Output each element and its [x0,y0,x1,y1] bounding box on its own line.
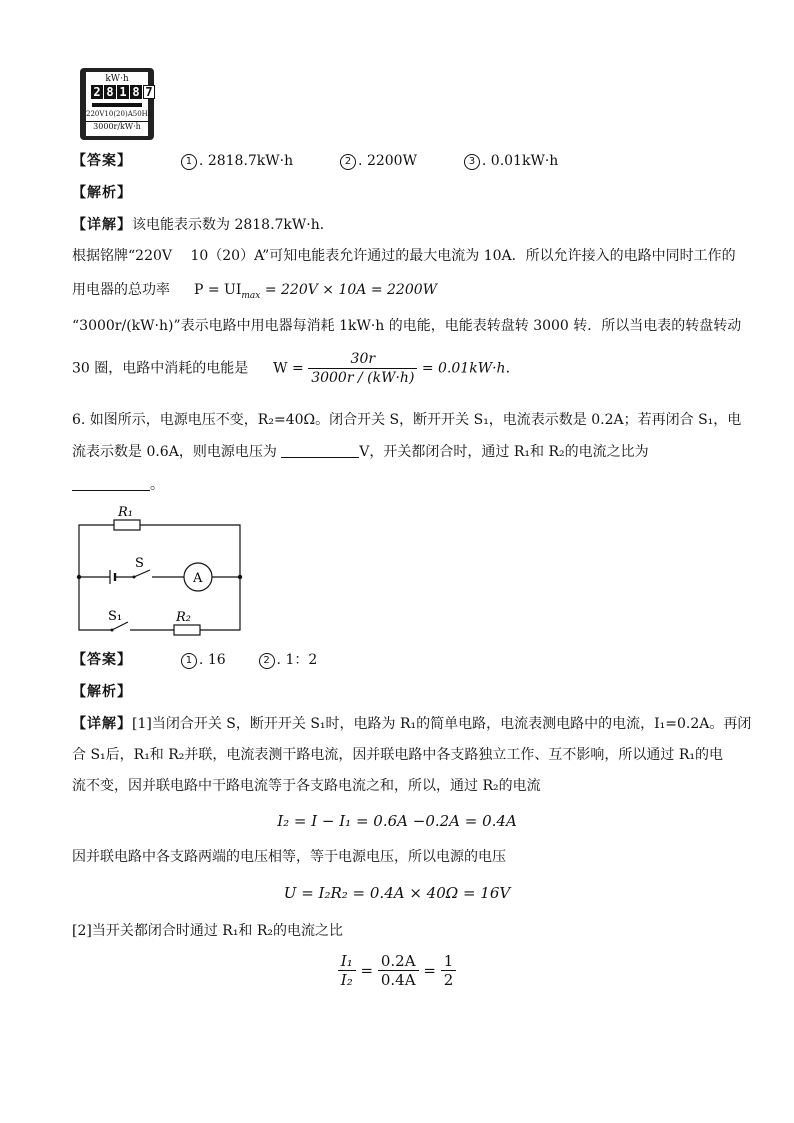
q6-stem-line-3 [72,476,164,494]
answer-tag: 【答案】 [72,652,132,668]
ratio-fraction-result [441,952,457,989]
detail-text: 30 圈，电路中消耗的电能是 [72,360,249,377]
q6-detail-line-4: 因并联电路中各支路两端的电压相等，等于电源电压，所以电源的电压 [72,849,506,865]
power-formula: P = UI [194,282,242,298]
detail-text: [1]当闭合开关 S，断开开关 S₁时，电路为 R₁的简单电路，电流表测电路中的电流，I₁=0.2A。再闭 [132,716,752,732]
detail-tag: 【详解】 [72,716,132,732]
meter-digit: 8 [130,85,142,99]
meter-digits [91,85,155,99]
stem-text: 流表示数是 0.6A，则电源电压为 [72,444,277,460]
fraction-numerator: 30r [308,350,417,369]
q6-stem-line-1: 6. 如图所示，电源电压不变，R₂=40Ω。闭合开关 S，断开开关 S₁，电流表示数是 0.2A；若再闭合 S₁，电 [72,412,742,428]
equation-i2: I₂ = I − I₁ = 0.6A −0.2A = 0.4A [277,812,517,830]
meter-digit: 1 [117,85,129,99]
meter-digit-decimal: 7 [143,85,155,99]
meter-face [86,72,153,136]
stem-text: V，开关都闭合时，通过 R₁和 R₂的电流之比为 [359,444,649,460]
label-ammeter: A [193,571,203,586]
meter-dial-bar [92,103,142,107]
q6-stem-line-2 [72,443,649,461]
q5-detail-line-3 [72,281,437,305]
label-r1: R₁ [118,505,133,520]
stem-text: 。 [150,477,164,493]
circled-number-2: 2 [340,154,356,170]
meter-unit: kW·h [105,74,129,84]
label-s1: S₁ [108,609,123,624]
answer-blank-1 [281,445,359,458]
answer-2: 2200W [366,153,417,169]
circled-number-3: 3 [464,154,480,170]
fraction-denominator: 2 [443,971,454,989]
circuit-diagram [70,500,250,640]
q5-detail-line-1 [72,216,334,234]
equation-u: U = I₂R₂ = 0.4A × 40Ω = 16V [283,884,511,902]
q5-answer-row: 【答案】 1 . 2818.7kW·h 2 . 2200W 3 . 0.01kW·h [72,153,559,169]
answer-3: 0.01kW·h [490,153,559,169]
q6-detail-line-2: 合 S₁后，R₁和 R₂并联，电流表测干路电流，因并联电路中各支路独立工作、互不影响，所以通过 R₁的电 [72,747,724,763]
label-s: S [135,556,144,571]
meter-rate: 3000r/kW·h [86,121,148,132]
ratio-fraction-currents [338,952,356,989]
energy-formula-lhs: W = [273,360,304,377]
detail-text: 该电能表示数为 2818.7kW·h． [132,217,334,233]
analysis-tag: 【解析】 [72,684,132,700]
label-r2: R₂ [176,610,191,625]
fraction-denominator: 3000r / (kW·h) [311,370,415,386]
period: ． [505,360,520,377]
q6-detail-line-1 [72,715,751,733]
answer-2: 1：2 [285,652,318,668]
fraction-numerator: I₁ [338,952,356,971]
fraction-numerator: 0.2A [378,952,419,971]
meter-spec: 220V10(20)A50Hz [86,110,152,118]
ratio-fraction-values [378,952,419,989]
answer-blank-2 [72,478,150,491]
circled-number-1: 1 [181,653,197,669]
energy-meter-image [80,68,154,140]
answer-1: 16 [207,652,226,668]
fraction-denominator: I₂ [340,971,353,989]
q6-answer-row: 【答案】 1 . 16 2 . 1：2 [72,652,318,668]
meter-digit: 2 [91,85,103,99]
fraction-denominator: 0.4A [380,971,416,989]
q5-detail-line-5 [72,350,520,390]
analysis-tag: 【解析】 [72,185,132,201]
meter-digit: 8 [104,85,116,99]
q5-detail-line-4: “3000r/(kW·h)”表示电路中用电器每消耗 1kW·h 的电能，电能表转盘转 3000 转．所以当电表的转盘转动 [72,318,742,334]
answer-tag: 【答案】 [72,153,132,169]
circled-number-2: 2 [259,653,275,669]
circled-number-1: 1 [181,154,197,170]
equation-ratio: $\frac{\text{I₁}}{\text{I₂}}$ = $\frac{0.2A}{0.4A}$ = $\frac{1}{2}$ [0,952,794,989]
power-formula-sub: max [241,290,261,301]
detail-tag: 【详解】 [72,217,132,233]
q6-detail-line-5: [2]当开关都闭合时通过 R₁和 R₂的电流之比 [72,923,344,939]
q5-detail-line-2: 根据铭牌“220V 10（20）A”可知电能表允许通过的最大电流为 10A．所以允许接入的电路中同时工作的 [72,248,736,264]
fraction-numerator: 1 [441,952,457,971]
answer-1: 2818.7kW·h [207,153,294,169]
energy-fraction [308,350,417,387]
detail-text: 用电器的总功率 [72,282,170,298]
power-formula-result: = 220V × 10A = 2200W [260,282,438,298]
energy-formula-result: = 0.01kW·h [421,360,506,377]
q6-detail-line-3: 流不变，因并联电路中干路电流等于各支路电流之和，所以，通过 R₂的电流 [72,778,541,794]
